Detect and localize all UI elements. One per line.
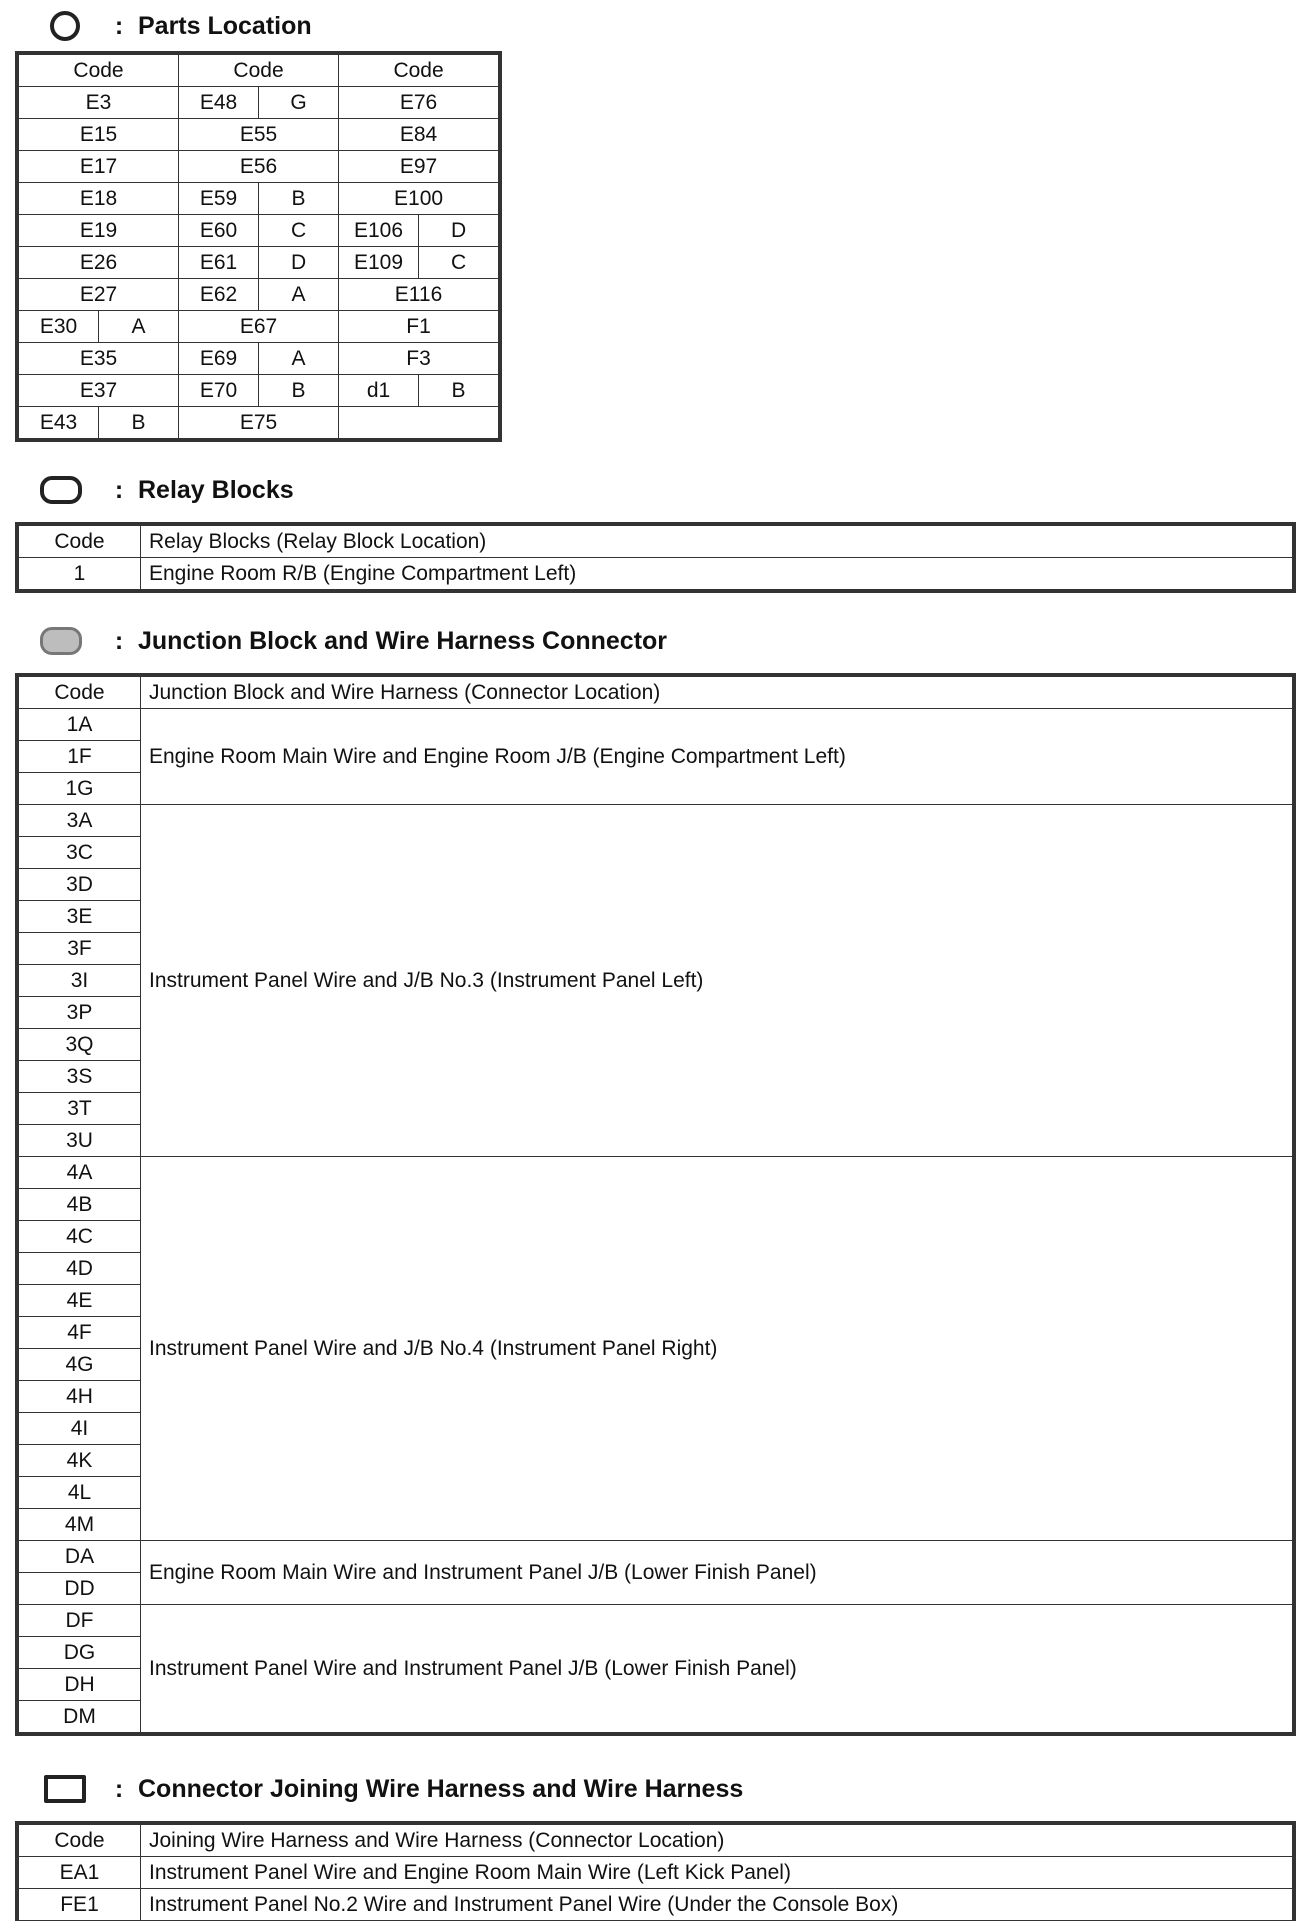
part-code: E70 xyxy=(179,375,259,407)
heading-colon: : xyxy=(114,11,124,40)
header-code: Code xyxy=(19,55,179,87)
part-code: E27 xyxy=(19,279,179,311)
row-code: 4B xyxy=(19,1189,141,1221)
header-code: Code xyxy=(19,677,141,709)
row-code: DA xyxy=(19,1541,141,1573)
part-code: E84 xyxy=(339,119,499,151)
table-row xyxy=(19,375,499,407)
row-code: 3U xyxy=(19,1125,141,1157)
connector-joining-table xyxy=(18,1824,1293,1921)
part-code: E97 xyxy=(339,151,499,183)
row-code: 4I xyxy=(19,1413,141,1445)
row-code: 4C xyxy=(19,1221,141,1253)
part-code: E69 xyxy=(179,343,259,375)
circle-icon xyxy=(40,6,100,46)
row-code: DF xyxy=(19,1605,141,1637)
part-mark: B xyxy=(99,407,179,439)
part-code: E75 xyxy=(179,407,339,439)
group-description: Instrument Panel Wire and J/B No.3 (Instrument Panel Left) xyxy=(141,805,1293,1157)
row-code: 4H xyxy=(19,1381,141,1413)
relay-blocks-title: Relay Blocks xyxy=(138,475,294,504)
table-row xyxy=(19,1605,1293,1637)
row-code: DM xyxy=(19,1701,141,1733)
header-description: Junction Block and Wire Harness (Connector Location) xyxy=(141,677,1293,709)
part-mark: C xyxy=(419,247,499,279)
part-code: E35 xyxy=(19,343,179,375)
table-row xyxy=(19,183,499,215)
row-code: DG xyxy=(19,1637,141,1669)
part-code: E67 xyxy=(179,311,339,343)
row-code: 1 xyxy=(19,558,141,590)
row-code: 1F xyxy=(19,741,141,773)
part-mark: B xyxy=(419,375,499,407)
table-row xyxy=(19,215,499,247)
part-code: E48 xyxy=(179,87,259,119)
table-row xyxy=(19,87,499,119)
row-code: 3A xyxy=(19,805,141,837)
part-mark: B xyxy=(259,183,339,215)
row-code: DH xyxy=(19,1669,141,1701)
header-description: Relay Blocks (Relay Block Location) xyxy=(141,526,1293,558)
table-header-row xyxy=(19,55,499,87)
header-code: Code xyxy=(339,55,499,87)
table-row xyxy=(19,558,1293,590)
row-code: 4D xyxy=(19,1253,141,1285)
row-description: Instrument Panel Wire and Engine Room Main Wire (Left Kick Panel) xyxy=(141,1857,1293,1889)
parts-location-title: Parts Location xyxy=(138,11,312,40)
header-description: Joining Wire Harness and Wire Harness (Connector Location) xyxy=(141,1825,1293,1857)
row-code: EA1 xyxy=(19,1857,141,1889)
junction-block-title: Junction Block and Wire Harness Connector xyxy=(138,626,668,655)
connector-joining-heading xyxy=(40,1769,743,1809)
table-row xyxy=(19,343,499,375)
heading-colon: : xyxy=(114,1774,124,1803)
table-row xyxy=(19,151,499,183)
part-code: E109 xyxy=(339,247,419,279)
part-code: E26 xyxy=(19,247,179,279)
table-header-row xyxy=(19,526,1293,558)
row-code: FE1 xyxy=(19,1889,141,1921)
part-code: E37 xyxy=(19,375,179,407)
part-mark: A xyxy=(259,279,339,311)
row-code: 3E xyxy=(19,901,141,933)
part-mark: D xyxy=(419,215,499,247)
group-description: Instrument Panel Wire and J/B No.4 (Instrument Panel Right) xyxy=(141,1157,1293,1541)
row-code: 4A xyxy=(19,1157,141,1189)
part-code: E30 xyxy=(19,311,99,343)
row-code: 4F xyxy=(19,1317,141,1349)
part-code xyxy=(339,407,499,439)
part-code: E55 xyxy=(179,119,339,151)
row-code: 3S xyxy=(19,1061,141,1093)
junction-block-table xyxy=(18,676,1293,1733)
group-description: Engine Room Main Wire and Engine Room J/B (Engine Compartment Left) xyxy=(141,709,1293,805)
row-code: 3F xyxy=(19,933,141,965)
part-code: E59 xyxy=(179,183,259,215)
part-code: E18 xyxy=(19,183,179,215)
part-code: E15 xyxy=(19,119,179,151)
group-description: Engine Room Main Wire and Instrument Panel J/B (Lower Finish Panel) xyxy=(141,1541,1293,1605)
header-code: Code xyxy=(19,1825,141,1857)
row-code: 4L xyxy=(19,1477,141,1509)
part-code: F3 xyxy=(339,343,499,375)
part-mark: G xyxy=(259,87,339,119)
row-code: 3P xyxy=(19,997,141,1029)
relay-blocks-table xyxy=(18,525,1293,590)
table-row xyxy=(19,805,1293,837)
row-code: 4K xyxy=(19,1445,141,1477)
part-code: E19 xyxy=(19,215,179,247)
part-code: E43 xyxy=(19,407,99,439)
part-code: E116 xyxy=(339,279,499,311)
row-code: 1G xyxy=(19,773,141,805)
part-code: E76 xyxy=(339,87,499,119)
part-code: d1 xyxy=(339,375,419,407)
heading-colon: : xyxy=(114,475,124,504)
heading-colon: : xyxy=(114,626,124,655)
row-code: 3D xyxy=(19,869,141,901)
part-mark: D xyxy=(259,247,339,279)
group-description: Instrument Panel Wire and Instrument Panel J/B (Lower Finish Panel) xyxy=(141,1605,1293,1733)
connector-joining-title: Connector Joining Wire Harness and Wire Harness xyxy=(138,1774,744,1803)
part-mark: C xyxy=(259,215,339,247)
table-row xyxy=(19,247,499,279)
header-code: Code xyxy=(179,55,339,87)
shaded-rounded-rect-icon xyxy=(40,621,100,661)
part-mark: A xyxy=(259,343,339,375)
parts-location-heading xyxy=(40,6,312,46)
rounded-rect-icon xyxy=(40,470,100,510)
row-code: 3C xyxy=(19,837,141,869)
part-code: E62 xyxy=(179,279,259,311)
part-code: E61 xyxy=(179,247,259,279)
table-row xyxy=(19,1541,1293,1573)
table-row xyxy=(19,1889,1293,1921)
parts-location-table xyxy=(18,54,499,439)
row-description: Instrument Panel No.2 Wire and Instrument Panel Wire (Under the Console Box) xyxy=(141,1889,1293,1921)
table-header-row xyxy=(19,1825,1293,1857)
part-mark: B xyxy=(259,375,339,407)
part-code: E60 xyxy=(179,215,259,247)
part-code: E3 xyxy=(19,87,179,119)
table-row xyxy=(19,119,499,151)
row-code: 4M xyxy=(19,1509,141,1541)
part-code: F1 xyxy=(339,311,499,343)
row-code: 4E xyxy=(19,1285,141,1317)
table-row xyxy=(19,407,499,439)
row-code: 4G xyxy=(19,1349,141,1381)
table-row xyxy=(19,1157,1293,1189)
junction-block-heading xyxy=(40,621,667,661)
table-header-row xyxy=(19,677,1293,709)
table-row xyxy=(19,1857,1293,1889)
table-row xyxy=(19,709,1293,741)
part-code: E106 xyxy=(339,215,419,247)
table-row xyxy=(19,279,499,311)
part-code: E100 xyxy=(339,183,499,215)
row-code: 3T xyxy=(19,1093,141,1125)
header-code: Code xyxy=(19,526,141,558)
part-mark: A xyxy=(99,311,179,343)
rectangle-icon xyxy=(40,1769,100,1809)
relay-blocks-heading xyxy=(40,470,294,510)
table-row xyxy=(19,311,499,343)
row-description: Engine Room R/B (Engine Compartment Left) xyxy=(141,558,1293,590)
row-code: 1A xyxy=(19,709,141,741)
row-code: 3Q xyxy=(19,1029,141,1061)
part-code: E56 xyxy=(179,151,339,183)
row-code: DD xyxy=(19,1573,141,1605)
part-code: E17 xyxy=(19,151,179,183)
row-code: 3I xyxy=(19,965,141,997)
